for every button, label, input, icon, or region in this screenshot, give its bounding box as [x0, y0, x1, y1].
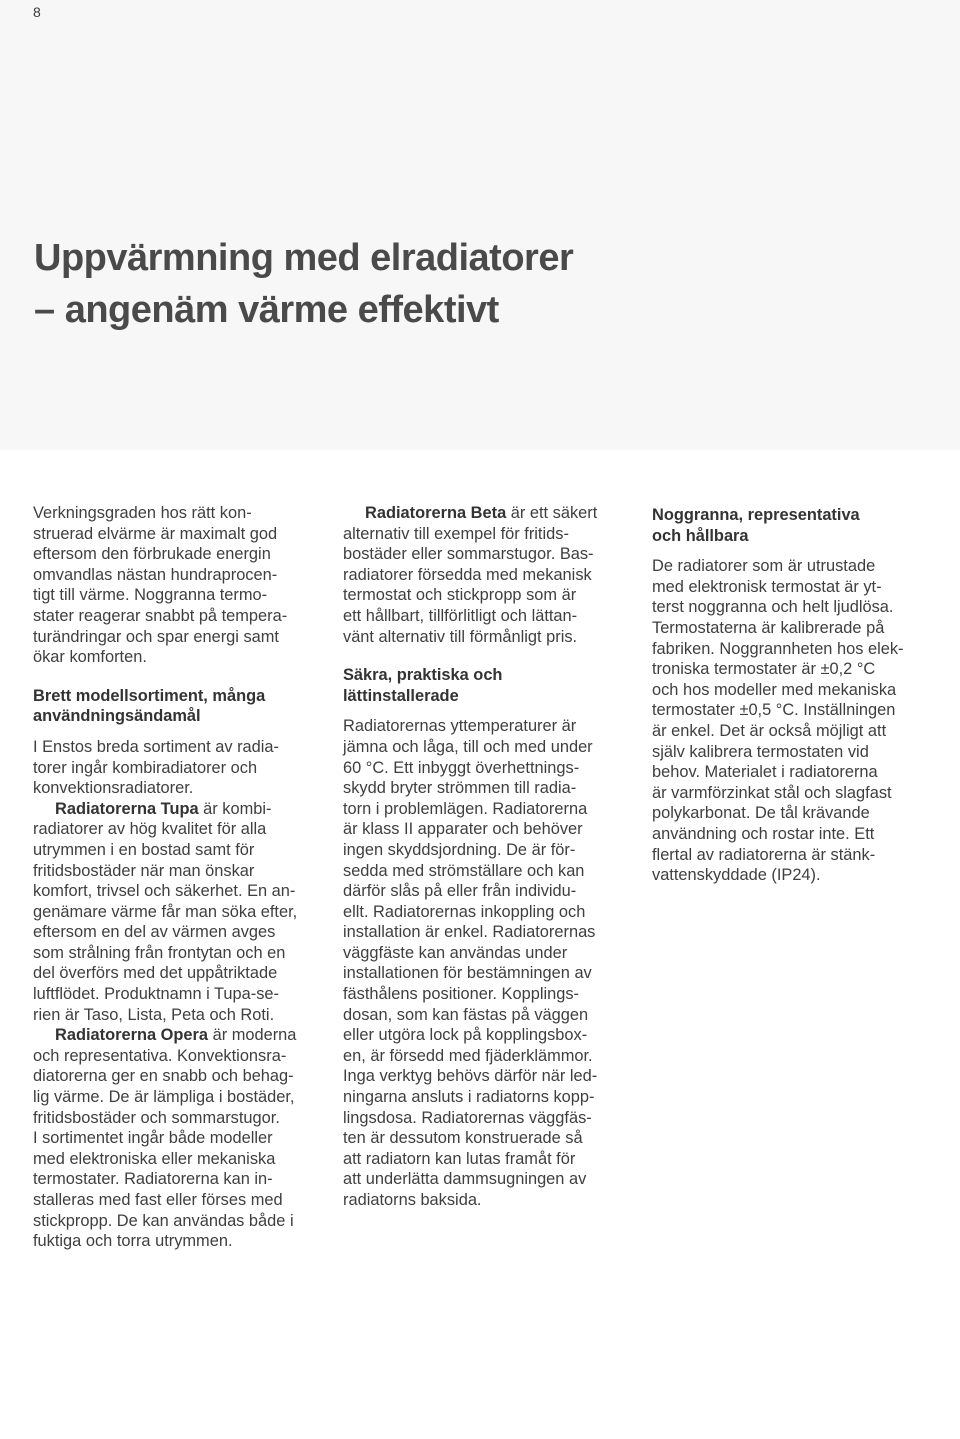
text-line: ökar komforten. [33, 648, 147, 667]
text-line: ningarna ansluts i radiatorns kopp- [343, 1088, 595, 1107]
text-line: struerad elvärme är maximalt god [33, 524, 278, 543]
page-number: 8 [33, 4, 41, 20]
text-line: att underlätta dammsugningen av [343, 1170, 587, 1189]
text-fragment: är kombi- [198, 799, 272, 818]
text-line: radiatorns baksida. [343, 1191, 482, 1209]
text-line: stickpropp. De kan användas både i [33, 1211, 294, 1230]
text-line: ingen skyddsjordning. De är för- [343, 840, 576, 859]
text-line: själv kalibrera termostaten vid [652, 742, 869, 761]
column-1 [33, 503, 313, 1252]
text-line: Inga verktyg behövs därför när led- [343, 1067, 598, 1086]
text-line: konvektionsradiatorer. [33, 779, 194, 798]
text-line: behov. Materialet i radiatorerna [652, 763, 878, 782]
text-line: torn i problemlägen. Radiatorerna [343, 799, 588, 818]
text-line: 60 °C. Ett inbyggt överhettnings- [343, 758, 580, 777]
text-line: omvandlas nästan hundraprocen- [33, 565, 278, 584]
text-line: De radiatorer som är utrustade [652, 557, 876, 576]
text-line: fabriken. Noggrannheten hos elek- [652, 639, 904, 658]
text-line: lingsdosa. Radiatorernas väggfäs- [343, 1108, 592, 1127]
column-3 [652, 503, 932, 886]
text-line: genämare värme får man söka efter, [33, 902, 298, 921]
text-line: Radiatorernas yttemperaturer är [343, 717, 577, 736]
text-line: stalleras med fast eller förses med [33, 1191, 283, 1209]
text-fragment: är ett säkert [506, 504, 598, 522]
text-line: Verkningsgraden hos rätt kon- [33, 504, 252, 522]
text-fragment: är moderna [208, 1026, 297, 1045]
text-line: radiatorer av hög kvalitet för alla [33, 820, 267, 839]
product-name: Radiatorerna Opera [55, 1026, 209, 1045]
product-name: Radiatorerna Tupa [55, 799, 199, 818]
section-heading [343, 665, 623, 706]
text-line: jämna och låga, till och med under [343, 737, 593, 756]
text-line: eftersom den förbrukade energin [33, 545, 271, 564]
paragraph [33, 737, 313, 799]
heading-line: Brett modellsortiment, många [33, 686, 266, 705]
text-line: är varmförzinkat stål och slagfast [652, 783, 892, 802]
page-title [34, 232, 794, 336]
text-line: I sortimentet ingår både modeller [33, 1129, 273, 1148]
product-name: Radiatorerna Beta [365, 504, 507, 522]
paragraph [652, 556, 932, 886]
text-line: att radiatorn kan lutas framåt för [343, 1149, 576, 1168]
text-line: lig värme. De är lämpliga i bostäder, [33, 1088, 295, 1107]
text-line: fuktiga och torra utrymmen. [33, 1232, 233, 1251]
text-line: bostäder eller sommarstugor. Bas- [343, 545, 594, 564]
title-line: – angenäm värme effektivt [34, 289, 499, 331]
text-line: väggfäste kan användas under [343, 943, 568, 962]
column-2 [343, 503, 623, 1211]
text-line: I Enstos breda sortiment av radia- [33, 737, 279, 756]
text-line: eftersom en del av värmen avges [33, 923, 276, 942]
text-line: tigt till värme. Noggranna termo- [33, 586, 268, 605]
text-line: torer ingår kombiradiatorer och [33, 758, 258, 777]
text-line: flertal av radiatorerna är stänk- [652, 845, 876, 864]
text-line: installation är enkel. Radiatorernas [343, 923, 596, 942]
text-line: Termostaterna är kalibrerade på [652, 618, 885, 637]
text-line: termostater. Radiatorerna kan in- [33, 1170, 273, 1189]
text-line: stater reagerar snabbt på tempera- [33, 606, 288, 625]
text-line: ett hållbart, tillförlitligt och lättan- [343, 606, 578, 625]
text-line: skydd bryter strömmen till radia- [343, 779, 577, 798]
text-line: fritidsbostäder när man önskar [33, 861, 255, 880]
text-line: radiatorer försedda med mekanisk [343, 565, 592, 584]
text-line: komfort, trivsel och säkerhet. En an- [33, 882, 296, 901]
heading-line: lättinstallerade [343, 686, 459, 705]
text-line: och hos modeller med mekaniska [652, 680, 897, 699]
text-line: fästhålens positioner. Kopplings- [343, 985, 579, 1004]
text-line: som strålning från frontytan och en [33, 943, 286, 962]
text-line: och representativa. Konvektionsra- [33, 1046, 287, 1065]
paragraph [33, 799, 313, 1026]
text-line: luftflödet. Produktnamn i Tupa-se- [33, 985, 279, 1004]
text-line: diatorerna ger en snabb och behag- [33, 1067, 294, 1086]
text-line: en, är försedd med fjäderklämmor. [343, 1046, 593, 1065]
intro-paragraph [33, 503, 313, 668]
text-line: ten är dessutom konstruerade så [343, 1129, 583, 1148]
paragraph [33, 1025, 313, 1252]
heading-line: och hållbara [652, 526, 749, 545]
text-line: turändringar och spar energi samt [33, 627, 279, 646]
paragraph [343, 716, 623, 1210]
text-line: fritidsbostäder och sommarstugor. [33, 1108, 280, 1127]
text-line: del överförs med det uppåtriktade [33, 964, 278, 983]
text-line: med elektroniska eller mekaniska [33, 1149, 276, 1168]
text-line: ellt. Radiatorernas inkoppling och [343, 902, 586, 921]
text-line: rien är Taso, Lista, Peta och Roti. [33, 1005, 275, 1024]
title-line: Uppvärmning med elradiatorer [34, 237, 574, 279]
text-line: därför slås på eller från individu- [343, 882, 577, 901]
text-line: alternativ till exempel för fritids- [343, 524, 569, 543]
heading-line: Noggranna, representativa [652, 506, 860, 524]
heading-line: Säkra, praktiska och [343, 666, 503, 685]
text-line: utrymmen i en bostad samt för [33, 840, 255, 859]
heading-line: användningsändamål [33, 707, 201, 726]
text-line: vattenskyddade (IP24). [652, 866, 821, 885]
text-line: termostat och stickpropp som är [343, 586, 577, 605]
text-line: med elektronisk termostat är yt- [652, 577, 882, 596]
paragraph [343, 503, 623, 647]
text-line: sedda med strömställare och kan [343, 861, 585, 880]
text-line: användning och rostar inte. Ett [652, 824, 875, 843]
text-line: eller utgöra lock på kopplingsbox- [343, 1026, 588, 1045]
text-line: är enkel. Det är också möjligt att [652, 721, 887, 740]
section-heading [652, 505, 932, 546]
text-line: troniska termostater är ±0,2 °C [652, 660, 876, 679]
text-line: är klass II apparater och behöver [343, 820, 583, 839]
text-line: dosan, som kan fästas på väggen [343, 1005, 589, 1024]
section-heading [33, 686, 313, 727]
text-line: installationen för bestämningen av [343, 964, 592, 983]
text-line: terst noggranna och helt ljudlösa. [652, 598, 894, 617]
text-line: termostater ±0,5 °C. Inställningen [652, 701, 896, 720]
title-band [0, 0, 960, 450]
text-line: vänt alternativ till förmånligt pris. [343, 627, 578, 646]
text-line: polykarbonat. De tål krävande [652, 804, 870, 823]
